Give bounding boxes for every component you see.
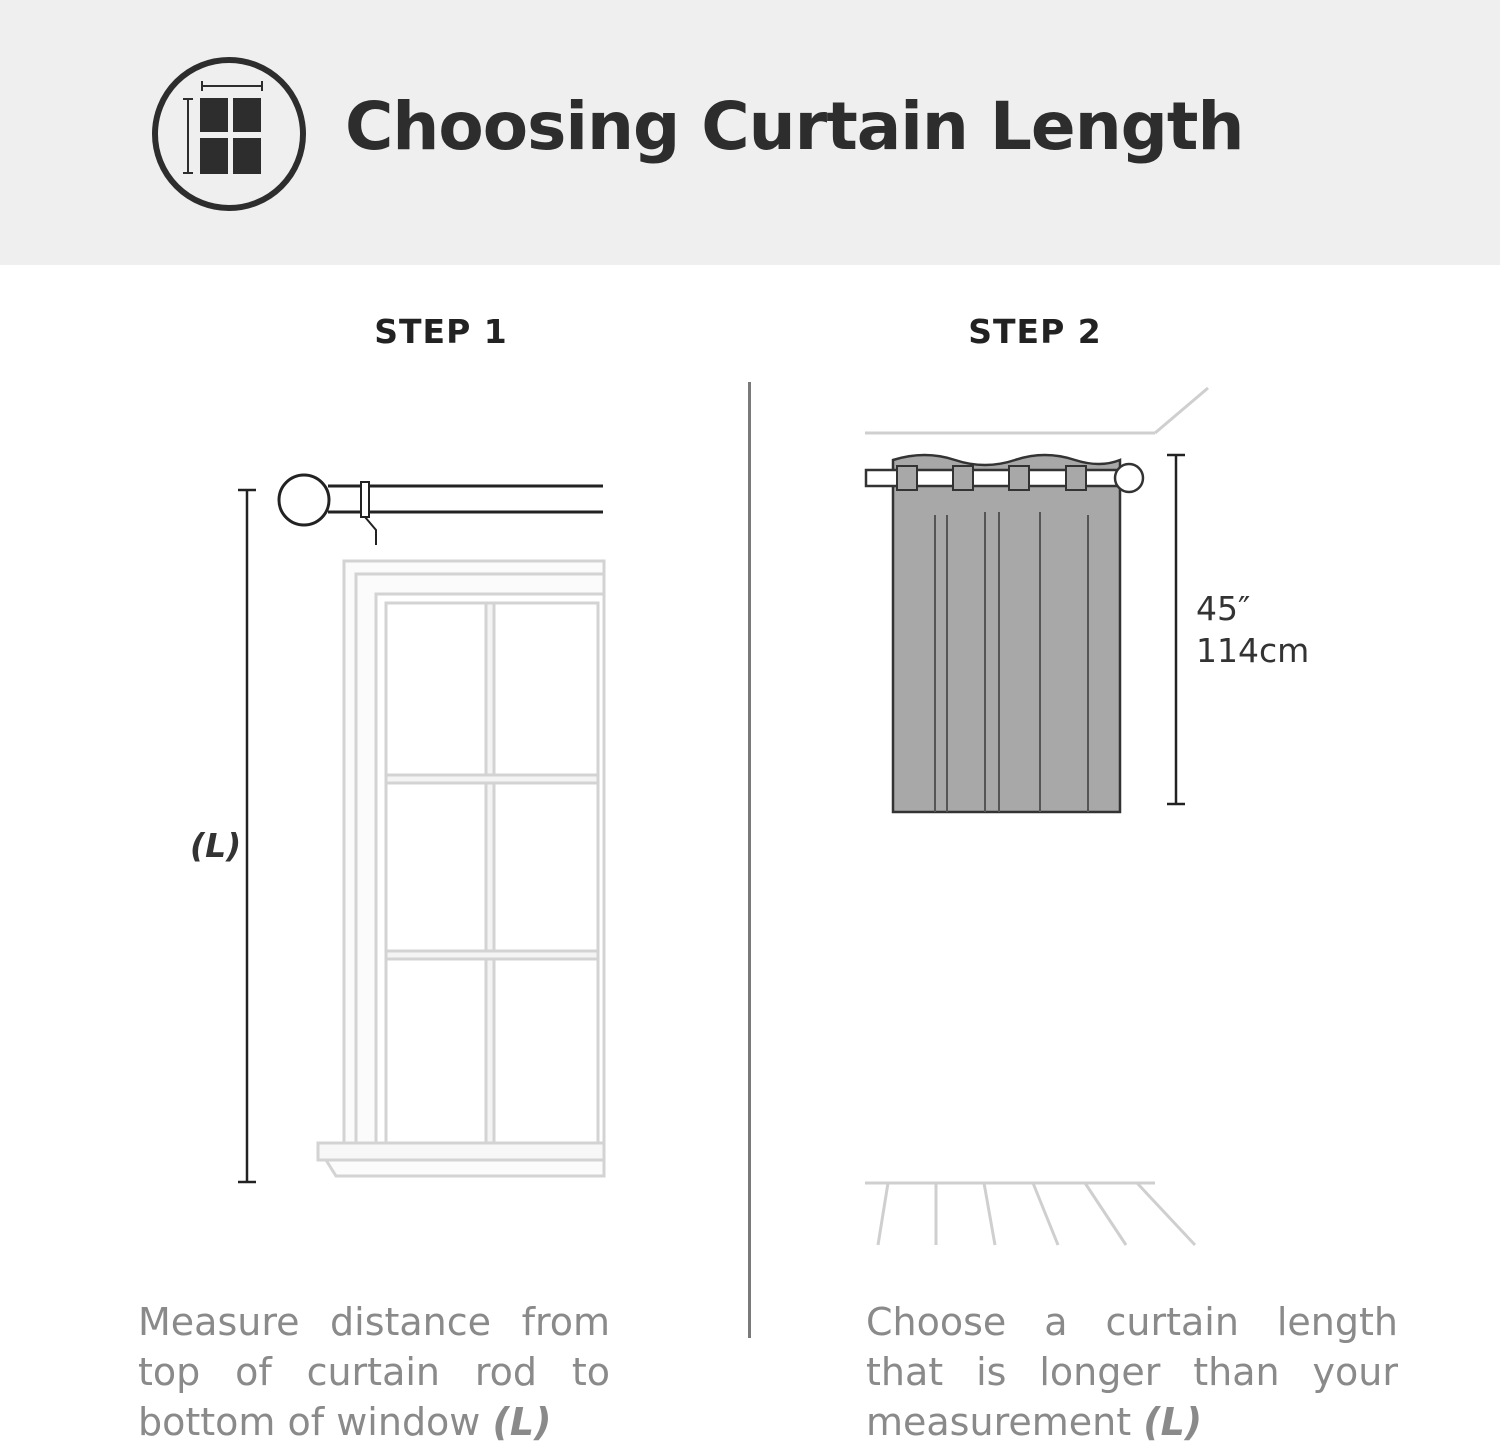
step-1-label: STEP 1 <box>374 312 508 351</box>
length-label-inches: 45″ <box>1196 589 1251 628</box>
step-2-instruction <box>866 1297 1398 1447</box>
length-label-cm: 114cm <box>1196 631 1310 670</box>
step-1-instruction <box>138 1297 610 1447</box>
page-title: Choosing Curtain Length <box>345 88 1244 165</box>
floor-lines <box>865 1183 1195 1245</box>
curtain-panel <box>866 455 1143 812</box>
step-1-emphasis: (L) <box>492 1400 552 1444</box>
step-2-instruction-text: Choose a curtain length that is longer than your measurement <box>866 1300 1398 1444</box>
ceiling-lines <box>865 388 1208 433</box>
step-1-instruction-text: Measure distance from top of curtain rod to bottom of window <box>138 1300 610 1444</box>
curtain-length-dimension-line <box>1167 455 1185 804</box>
step-2-emphasis: (L) <box>1143 1400 1203 1444</box>
length-label: (L) <box>190 826 242 865</box>
step-2-label: STEP 2 <box>968 312 1102 351</box>
